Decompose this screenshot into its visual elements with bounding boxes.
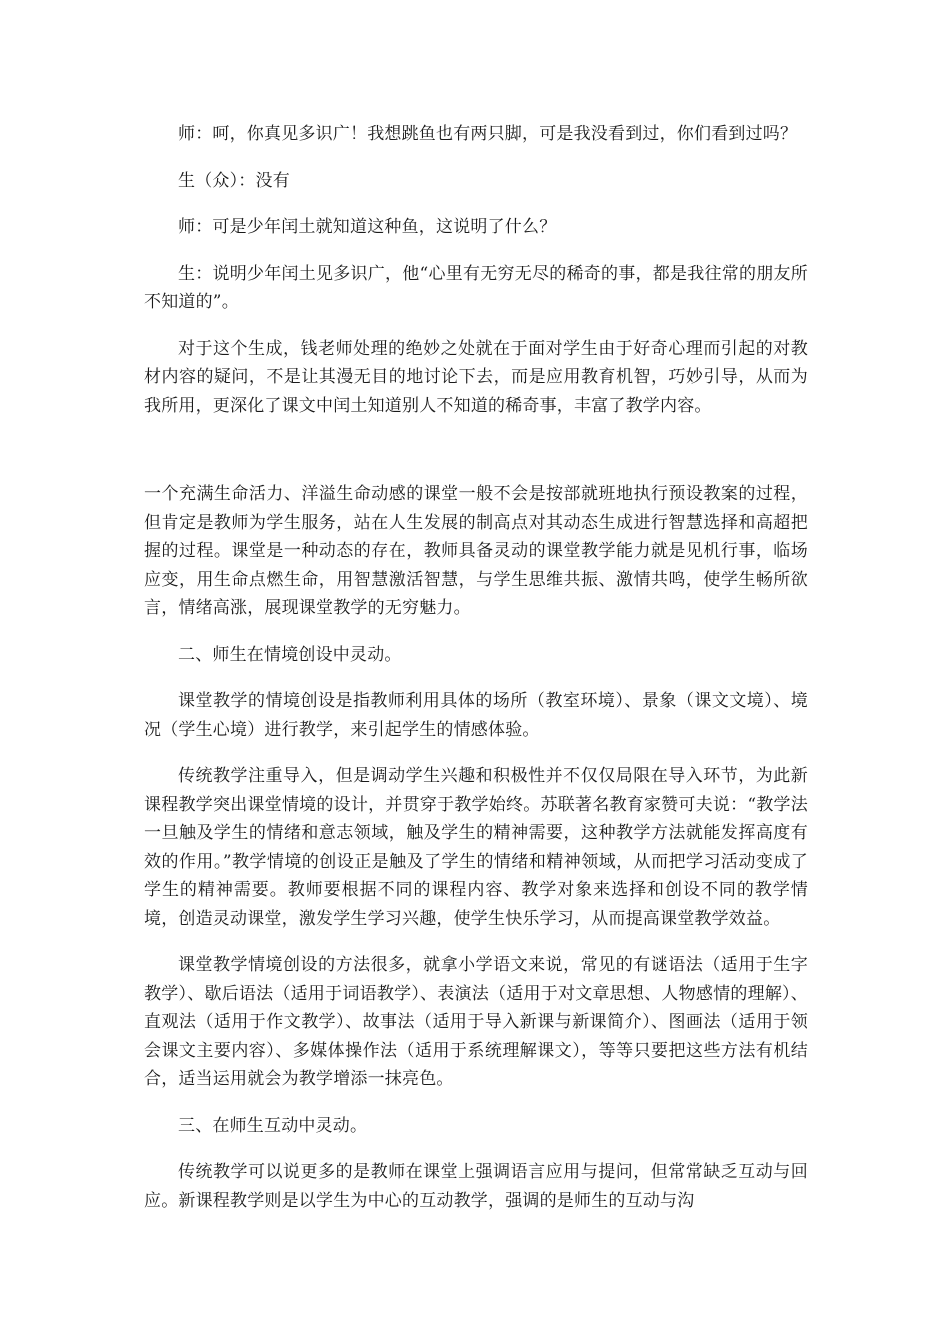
- paragraph-teacher-followup: 师：可是少年闰土就知道这种鱼，这说明了什么？: [178, 217, 557, 237]
- paragraph-methods: 课堂教学情境创设的方法很多，就拿小学语文来说，常见的有谜语法（适用于生字教学）、歇后语法（适用于词语教学）、表演法（适用于对文章思想、人物感情的理解）、直观法（适用于作文教学）、故事法（适用于导入新课与新课简介）、图画法（适用于领会课文主要内容）、多媒体操作法（适用于系统理解课文），等等只要把这些方法有机结合，适当运用就会为教学增添一抹亮色。: [144, 955, 808, 1089]
- paragraph-student-explanation: 生：说明少年闰土见多识广，他“心里有无穷无尽的稀奇的事，都是我往常的朋友所不知道的”。: [144, 263, 808, 312]
- paragraph-commentary: 对于这个生成，钱老师处理的绝妙之处就在于面对学生由于好奇心理而引起的对教材内容的疑问，不是让其漫无目的地讨论下去，而是应用教育机智，巧妙引导，从而为我所用，更深化了课文中闰土知道别人不知道的稀奇事，丰富了教学内容。: [144, 338, 808, 416]
- paragraph-traditional-teaching: 传统教学注重导入，但是调动学生兴趣和积极性并不仅仅局限在导入环节，为此新课程教学突出课堂情境的设计，并贯穿于教学始终。苏联著名教育家赞可夫说：“教学法一旦触及学生的情绪和意志领域，触及学生的精神需要，这种教学方法就能发挥高度有效的作用。”教学情境的创设正是触及了学生的情绪和精神领域，从而把学习活动变成了学生的精神需要。教师要根据不同的课程内容、教学对象来选择和创设不同的教学情境，创造灵动课堂，激发学生学习兴趣，使学生快乐学习，从而提高课堂教学效益。: [144, 766, 808, 929]
- section-heading-3: 三、在师生互动中灵动。: [178, 1115, 368, 1136]
- section-heading-2: 二、师生在情境创设中灵动。: [178, 644, 402, 665]
- paragraph-students-answer: 生（众）：没有: [178, 170, 290, 191]
- paragraph-dynamic-classroom: 一个充满生命活力、洋溢生命动感的课堂一般不会是按部就班地执行预设教案的过程，但肯定是教师为学生服务，站在人生发展的制高点对其动态生成进行智慧选择和高超把握的过程。课堂是一种动态的存在，教师具备灵动的课堂教学能力就是见机行事，临场应变，用生命点燃生命，用智慧激活智慧，与学生思维共振、激情共鸣，使学生畅所欲言，情绪高涨，展现课堂教学的无穷魅力。: [144, 484, 808, 618]
- paragraph-gap: [144, 438, 808, 480]
- paragraph-situation-definition: 课堂教学的情境创设是指教师利用具体的场所（教室环境）、景象（课文文境）、境况（学生心境）进行教学，来引起学生的情感体验。: [144, 691, 808, 740]
- paragraph-teacher-question: 师：呵，你真见多识广！我想跳鱼也有两只脚，可是我没看到过，你们看到过吗？: [178, 124, 798, 144]
- document-page: [144, 120, 808, 1233]
- paragraph-interaction: 传统教学可以说更多的是教师在课堂上强调语言应用与提问，但常常缺乏互动与回应。新课程教学则是以学生为中心的互动教学，强调的是师生的互动与沟: [144, 1162, 808, 1211]
